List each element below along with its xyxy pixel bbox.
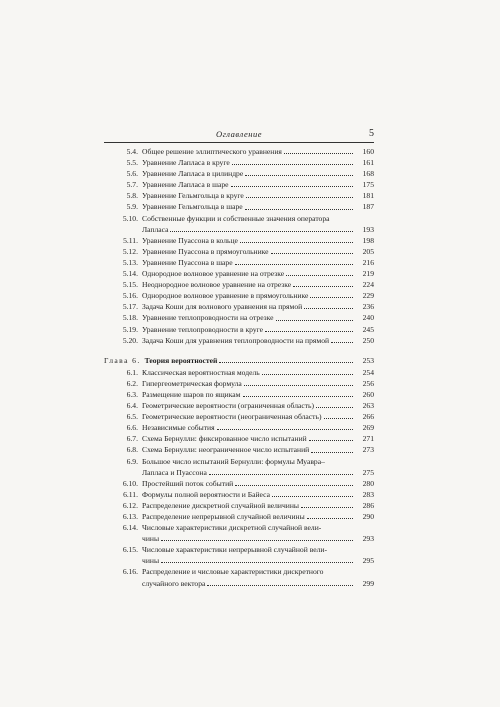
toc-entry[interactable]	[104, 168, 374, 179]
dot-leader	[307, 518, 353, 519]
entry-title: Распределение дискретной случайной величины	[142, 500, 300, 510]
chapter-heading[interactable]	[104, 355, 374, 366]
entry-title: Формулы полной вероятности и Байеса	[142, 489, 270, 499]
dot-leader	[217, 429, 353, 430]
toc-entry[interactable]	[104, 335, 374, 346]
entry-title: Уравнение Лапласа в цилиндре	[142, 169, 244, 179]
toc-entry[interactable]	[104, 411, 374, 422]
entry-number: 6.5.	[126, 412, 138, 422]
entry-number: 6.14.	[122, 523, 138, 533]
entry-page: 263	[362, 401, 374, 411]
entry-page: 286	[362, 500, 374, 510]
entry-number: 6.11.	[123, 489, 138, 499]
entry-number: 5.15.	[122, 280, 138, 290]
entry-title: Классическая вероятностная модель	[142, 367, 260, 377]
entry-page: 295	[362, 556, 374, 566]
entry-number: 5.20.	[122, 335, 138, 345]
entry-page: 290	[362, 512, 374, 521]
toc-entry[interactable]	[104, 301, 374, 312]
entry-title: Распределение и числовые характеристики дискретного	[142, 567, 324, 577]
chapter-page: 253	[362, 355, 374, 365]
entry-page: 271	[362, 434, 374, 444]
entry-page: 205	[362, 246, 374, 256]
toc-entry[interactable]	[104, 235, 374, 246]
chapter-label: Глава 6.	[104, 355, 141, 365]
dot-leader	[331, 342, 353, 343]
entry-number: 6.16.	[122, 567, 138, 577]
toc-entry[interactable]	[104, 312, 374, 323]
dot-leader	[245, 175, 353, 176]
entry-page: 160	[362, 147, 374, 156]
entry-page: 299	[362, 578, 374, 588]
entry-page: 216	[362, 257, 374, 267]
dot-leader	[161, 562, 353, 563]
dot-leader	[316, 407, 353, 408]
dot-leader	[271, 253, 353, 254]
entry-title: Уравнение теплопроводности в круге	[142, 324, 264, 334]
toc-entry[interactable]	[104, 201, 374, 212]
dot-leader	[301, 507, 353, 508]
dot-leader	[219, 362, 353, 363]
dot-leader	[309, 440, 353, 441]
entry-number: 6.1.	[126, 367, 138, 377]
entry-title: Уравнение Пуассона в шаре	[142, 257, 233, 267]
entry-number: 6.15.	[122, 545, 138, 555]
entry-title: Общее решение эллиптического уравнения	[142, 147, 282, 156]
dot-leader	[284, 153, 353, 154]
entry-title: Уравнение Лапласа в круге	[142, 158, 230, 168]
entry-title: Неоднородное волновое уравнение на отрезке	[142, 280, 292, 290]
entry-page: 236	[362, 302, 374, 312]
dot-leader	[243, 396, 354, 397]
entry-number: 5.12.	[122, 246, 138, 256]
dot-leader	[231, 186, 353, 187]
toc-entry[interactable]	[104, 489, 374, 500]
dot-leader	[209, 474, 353, 475]
entry-title: Гипергеометрическая формула	[142, 378, 242, 388]
entry-title-continued: Лапласа и Пуассона	[142, 467, 207, 477]
dot-leader	[276, 320, 353, 321]
entry-number: 5.4.	[126, 147, 138, 156]
entry-title: Простейший поток событий	[142, 478, 234, 488]
toc-entry[interactable]	[104, 179, 374, 190]
toc-entry[interactable]	[104, 367, 374, 378]
entry-page: 293	[362, 534, 374, 544]
toc-entry[interactable]	[104, 279, 374, 290]
chapter-title: Теория вероятностей	[144, 355, 218, 365]
dot-leader	[311, 452, 353, 453]
entry-title: Схема Бернулли: неограниченное число испытаний	[142, 445, 310, 455]
entry-page: 193	[362, 224, 374, 234]
entry-number: 5.19.	[122, 324, 138, 334]
dot-leader	[245, 209, 353, 210]
entry-number: 6.2.	[126, 378, 138, 388]
entry-page: 266	[362, 412, 374, 422]
entry-title: Задача Коши для уравнения теплопроводности на прямой	[142, 335, 330, 345]
toc-entry[interactable]	[104, 190, 374, 201]
dot-leader	[293, 286, 353, 287]
entry-number: 6.4.	[126, 401, 138, 411]
entry-number: 5.16.	[122, 291, 138, 301]
toc-entry[interactable]	[104, 544, 374, 566]
dot-leader	[262, 374, 353, 375]
entry-title: Уравнение Лапласа в шаре	[142, 180, 229, 190]
entry-number: 5.7.	[126, 180, 138, 190]
entry-title: Уравнение Гельмгольца в шаре	[142, 202, 243, 212]
entry-page: 275	[362, 467, 374, 477]
dot-leader	[246, 197, 353, 198]
toc-entry[interactable]	[104, 478, 374, 489]
entry-number: 5.18.	[122, 313, 138, 323]
toc-entry[interactable]	[104, 511, 374, 522]
entry-title: Независимые события	[142, 423, 215, 433]
entry-page: 161	[362, 158, 374, 168]
entry-number: 5.6.	[126, 169, 138, 179]
entry-title: Однородное волновое уравнение в прямоугольнике	[142, 291, 309, 301]
entry-title: Уравнение Пуассона в кольце	[142, 235, 238, 245]
entry-page: 187	[362, 202, 374, 212]
entry-page: 260	[362, 389, 374, 399]
toc-entry[interactable]	[104, 389, 374, 400]
entry-title-continued: Лапласа	[142, 224, 169, 234]
entry-title: Числовые характеристики непрерывной случайной вели-	[142, 545, 327, 555]
toc-entry[interactable]	[104, 246, 374, 257]
toc-entry[interactable]	[104, 422, 374, 433]
dot-leader	[244, 385, 353, 386]
page-number: 5	[369, 128, 374, 139]
entry-number: 5.11.	[123, 235, 138, 245]
dot-leader	[161, 540, 353, 541]
entry-title: Распределение непрерывной случайной величины	[142, 512, 305, 521]
entry-title-continued: случайного вектора	[142, 578, 206, 588]
entry-page: 256	[362, 378, 374, 388]
entry-title: Геометрические вероятности (ограниченная область)	[142, 401, 315, 411]
entry-title-continued: чины	[142, 556, 160, 566]
toc-page	[104, 128, 374, 589]
dot-leader	[324, 418, 354, 419]
entry-title: Однородное волновое уравнение на отрезке	[142, 269, 285, 279]
entry-page: 198	[362, 235, 374, 245]
entry-number: 6.13.	[122, 512, 138, 521]
entry-number: 5.13.	[122, 257, 138, 267]
toc-entry[interactable]	[104, 444, 374, 455]
toc-entry[interactable]	[104, 268, 374, 279]
entry-page: 269	[362, 423, 374, 433]
entry-page: 240	[362, 313, 374, 323]
entry-page: 175	[362, 180, 374, 190]
dot-leader	[235, 264, 353, 265]
toc-entry[interactable]	[104, 566, 374, 588]
entry-number: 6.8.	[126, 445, 138, 455]
toc-entry[interactable]	[104, 500, 374, 511]
entry-page: 229	[362, 291, 374, 301]
dot-leader	[272, 496, 353, 497]
entry-number: 6.9.	[126, 456, 138, 466]
toc-entry[interactable]	[104, 157, 374, 168]
entry-number: 5.17.	[122, 302, 138, 312]
dot-leader	[310, 297, 353, 298]
dot-leader	[286, 275, 353, 276]
toc-entry[interactable]	[104, 213, 374, 235]
toc-entry[interactable]	[104, 433, 374, 444]
toc-entry[interactable]	[104, 456, 374, 478]
entry-title: Размещение шаров по ящикам	[142, 389, 241, 399]
toc-entry[interactable]	[104, 378, 374, 389]
entry-page: 245	[362, 324, 374, 334]
entry-title: Уравнение Пуассона в прямоугольнике	[142, 246, 269, 256]
entry-number: 5.9.	[126, 202, 138, 212]
entry-page: 224	[362, 280, 374, 290]
entry-number: 6.3.	[126, 389, 138, 399]
entry-number: 6.12.	[122, 500, 138, 510]
entry-number: 5.5.	[126, 158, 138, 168]
entry-number: 5.10.	[122, 213, 138, 223]
dot-leader	[265, 331, 353, 332]
entry-title: Собственные функции и собственные значения оператора	[142, 213, 330, 223]
toc-entry[interactable]	[104, 290, 374, 301]
entry-number: 6.7.	[126, 434, 138, 444]
toc-entry[interactable]	[104, 522, 374, 544]
entry-number: 5.8.	[126, 191, 138, 201]
dot-leader	[304, 308, 353, 309]
dot-leader	[207, 585, 353, 586]
entry-page: 219	[362, 269, 374, 279]
entry-page: 250	[362, 335, 374, 345]
toc-entry[interactable]	[104, 400, 374, 411]
dot-leader	[235, 485, 353, 486]
entry-title: Задача Коши для волнового уравнения на прямой	[142, 302, 303, 312]
entry-page: 168	[362, 169, 374, 179]
entry-number: 5.14.	[122, 269, 138, 279]
toc-entry[interactable]	[104, 257, 374, 268]
toc-entry[interactable]	[104, 146, 374, 157]
dot-leader	[232, 164, 353, 165]
entry-title: Уравнение теплопроводности на отрезке	[142, 313, 274, 323]
entry-title: Большое число испытаний Бернулли: формулы Муавра–	[142, 456, 325, 466]
entry-number: 6.6.	[126, 423, 138, 433]
entry-number: 6.10.	[122, 478, 138, 488]
entry-title: Уравнение Гельмгольца в круге	[142, 191, 244, 201]
entry-title: Числовые характеристики дискретной случайной вели-	[142, 523, 322, 533]
entry-title-continued: чины	[142, 534, 160, 544]
entry-page: 283	[362, 489, 374, 499]
table-of-contents	[104, 146, 374, 589]
toc-entry[interactable]	[104, 324, 374, 335]
entry-title: Геометрические вероятности (неограниченная область)	[142, 412, 322, 422]
entry-title: Схема Бернулли: фиксированное число испытаний	[142, 434, 307, 444]
dot-leader	[170, 231, 353, 232]
entry-page: 273	[362, 445, 374, 455]
dot-leader	[240, 242, 353, 243]
running-head	[104, 128, 374, 143]
entry-page: 181	[362, 191, 374, 201]
running-head-title: Оглавление	[215, 129, 262, 139]
entry-page: 254	[362, 367, 374, 377]
entry-page: 280	[362, 478, 374, 488]
